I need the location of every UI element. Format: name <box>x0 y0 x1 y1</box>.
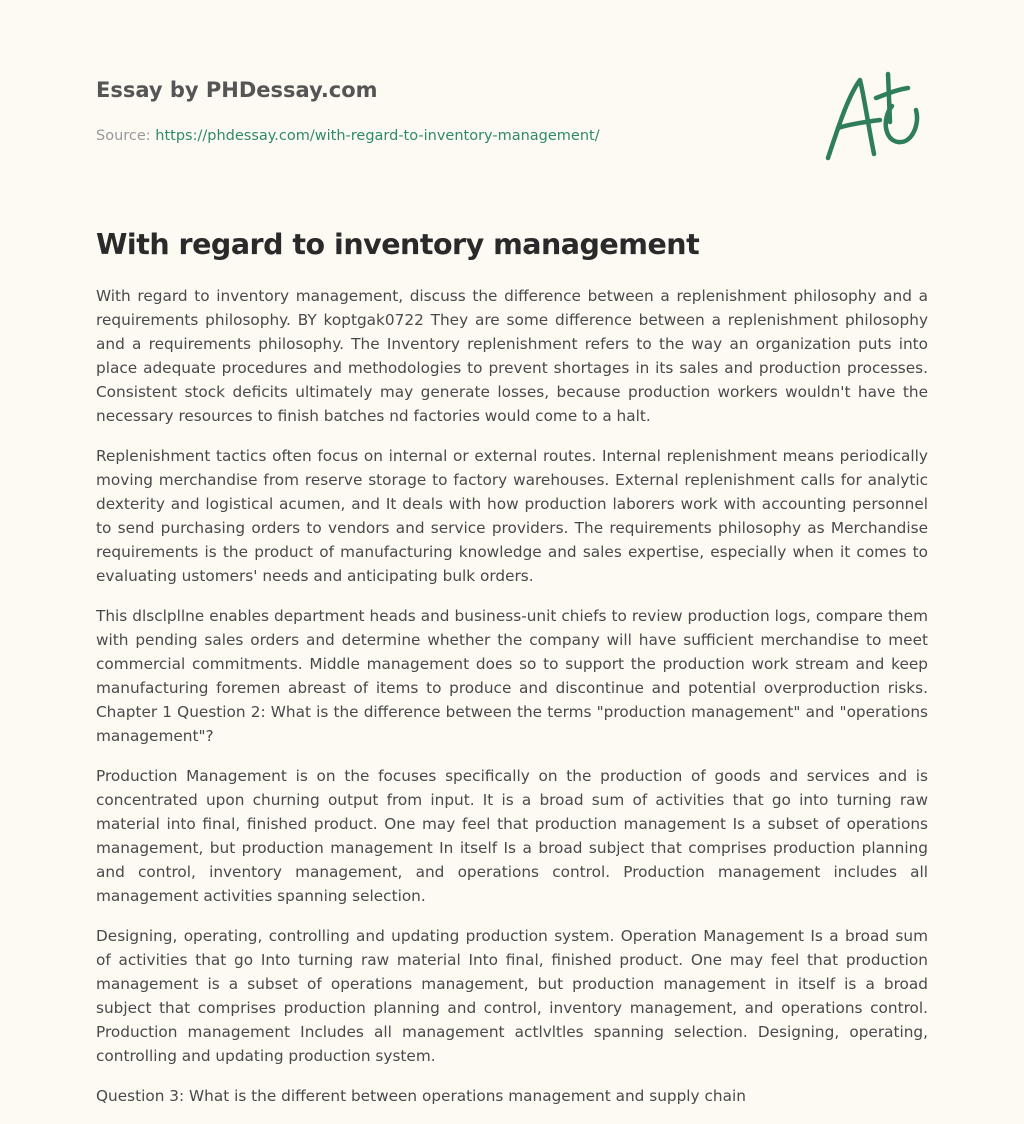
a-plus-grade-icon <box>818 66 930 166</box>
essay-paragraph: Designing, operating, controlling and updating production system. Operation Management Is a broad sum of activities that go Into turning raw material Into final, finished product. One may feel that production management is a subset of operations management, but production management in itself is a broad subject that comprises production planning and control, inventory management, and operations control. Production management Includes all management actlvltles spanning selection. Designing, operating, controlling and updating production system. <box>96 927 928 1065</box>
essay-title: With regard to inventory management <box>96 228 700 261</box>
page-header <box>96 76 736 146</box>
essay-paragraph: Question 3: What is the different between operations management and supply chain <box>96 1087 746 1105</box>
essay-body <box>96 284 928 1124</box>
site-brand: Essay by PHDessay.com <box>96 78 378 102</box>
source-label: Source: <box>96 128 156 144</box>
source-link[interactable]: https://phdessay.com/with-regard-to-inventory-management/ <box>155 128 600 144</box>
essay-paragraph: With regard to inventory management, discuss the difference between a replenishment philosophy and a requirements philosophy. BY koptgak0722 They are some difference between a replenishment philosophy and a requirements philosophy. The Inventory replenishment refers to the way an organization puts into place adequate procedures and methodologies to prevent shortages in its sales and production processes. Consistent stock deficits ultimately may generate losses, because production workers wouldn't have the necessary resources to finish batches nd factories would come to a halt. <box>96 287 928 425</box>
source-line <box>96 126 736 146</box>
essay-paragraph: Replenishment tactics often focus on internal or external routes. Internal replenishment means periodically moving merchandise from reserve storage to factory warehouses. External replenishment calls for analytic dexterity and logistical acumen, and It deals with how production laborers work with accounting personnel to send purchasing orders to vendors and service providers. The requirements philosophy as Merchandise requirements is the product of manufacturing knowledge and sales expertise, especially when it comes to evaluating ustomers' needs and anticipating bulk orders. <box>96 447 928 585</box>
essay-paragraph: Production Management is on the focuses specifically on the production of goods and services and is concentrated upon churning output from input. It is a broad sum of activities that go into turning raw material into final, finished product. One may feel that production management Is a subset of operations management, but production management In itself Is a broad subject that comprises production planning and control, inventory management, and operations control. Production management includes all management activities spanning selection. <box>96 767 928 905</box>
essay-paragraph: This dlsclpllne enables department heads and business-unit chiefs to review production logs, compare them with pending sales orders and determine whether the company will have sufficient merchandise to meet commercial commitments. Middle management does so to support the production work stream and keep manufacturing foremen abreast of items to produce and discontinue and potential overproduction risks. Chapter 1 Question 2: What is the difference between the terms "production management" and "operations management"? <box>96 607 928 745</box>
